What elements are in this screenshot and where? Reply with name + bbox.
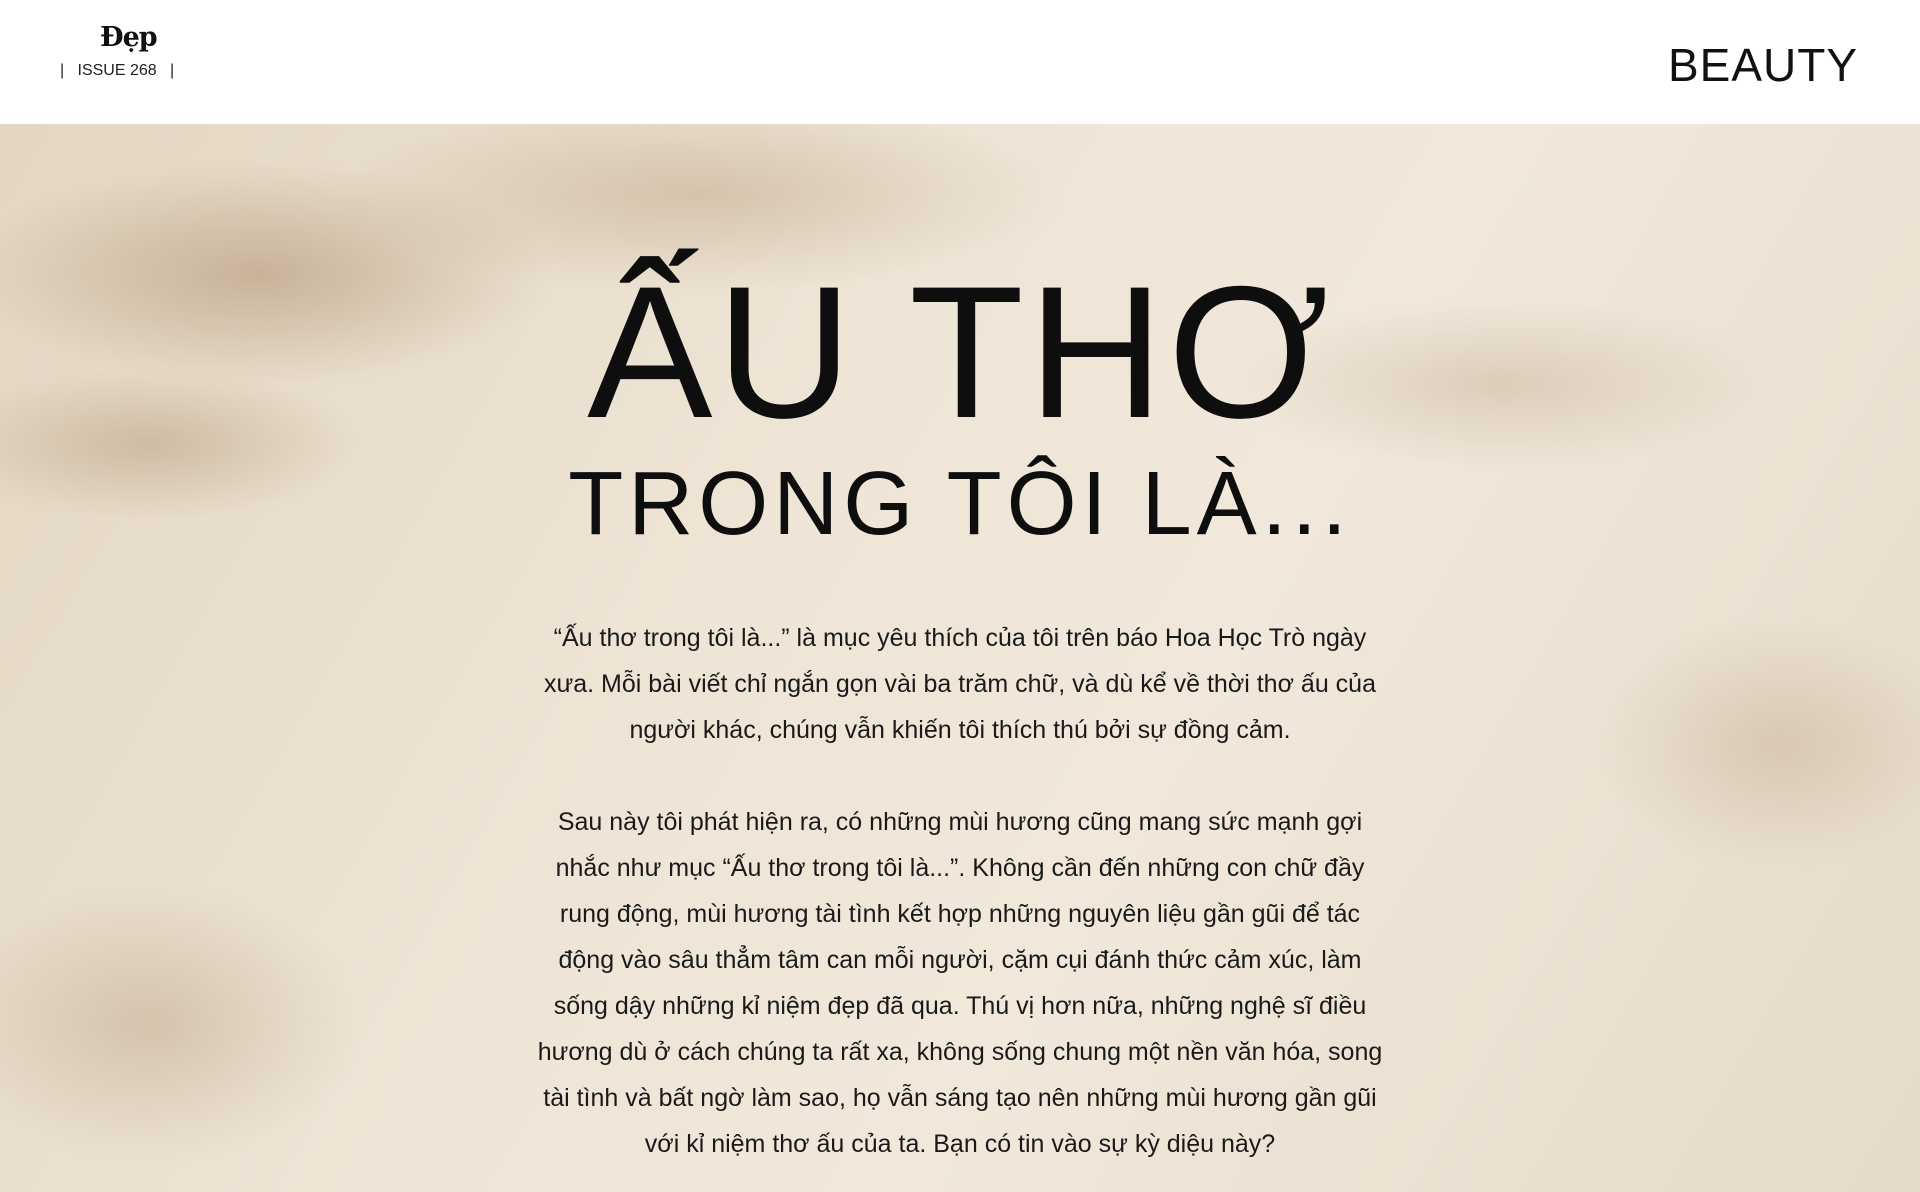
issue-label: | ISSUE 268 | (60, 62, 175, 79)
paragraph-line: nhắc như mục “Ấu thơ trong tôi là...”. Không cần đến những con chữ đầy (555, 854, 1365, 882)
paragraph-line: động vào sâu thẳm tâm can mỗi người, cặm cụi đánh thức cảm xúc, làm (558, 946, 1362, 974)
paragraph-line: xưa. Mỗi bài viết chỉ ngắn gọn vài ba trăm chữ, và dù kể về thời thơ ấu của (544, 670, 1376, 698)
article-hero (0, 124, 1920, 1192)
paragraph-line: Sau này tôi phát hiện ra, có những mùi hương cũng mang sức mạnh gợi (557, 808, 1363, 836)
paragraph-line: người khác, chúng vẫn khiến tôi thích thú bởi sự đồng cảm. (629, 716, 1291, 744)
paragraph-line: hương dù ở cách chúng ta rất xa, không sống chung một nền văn hóa, song (537, 1038, 1383, 1066)
article-title-line1: ẤU THƠ (587, 247, 1333, 457)
body-paragraph (410, 799, 1510, 1167)
paragraph-line: sống dậy những kỉ niệm đẹp đã qua. Thú vị hơn nữa, những nghệ sĩ điều (553, 992, 1367, 1020)
paragraph-line: rung động, mùi hương tài tình kết hợp những nguyên liệu gần gũi để tác (559, 900, 1361, 928)
paragraph-line: với kỉ niệm thơ ấu của ta. Bạn có tin vào sự kỳ diệu này? (644, 1130, 1276, 1158)
paragraph-line: tài tình và bất ngờ làm sao, họ vẫn sáng tạo nên những mùi hương gần gũi (543, 1084, 1377, 1112)
magazine-logo[interactable]: Đẹp (100, 22, 157, 53)
article-title-line2: TRONG TÔI LÀ... (568, 454, 1352, 554)
section-title: BEAUTY (1667, 39, 1858, 91)
paragraph-line: “Ấu thơ trong tôi là...” là mục yêu thích của tôi trên báo Hoa Học Trò ngày (553, 624, 1367, 652)
intro-paragraph (410, 615, 1510, 753)
magazine-header (0, 0, 1920, 124)
